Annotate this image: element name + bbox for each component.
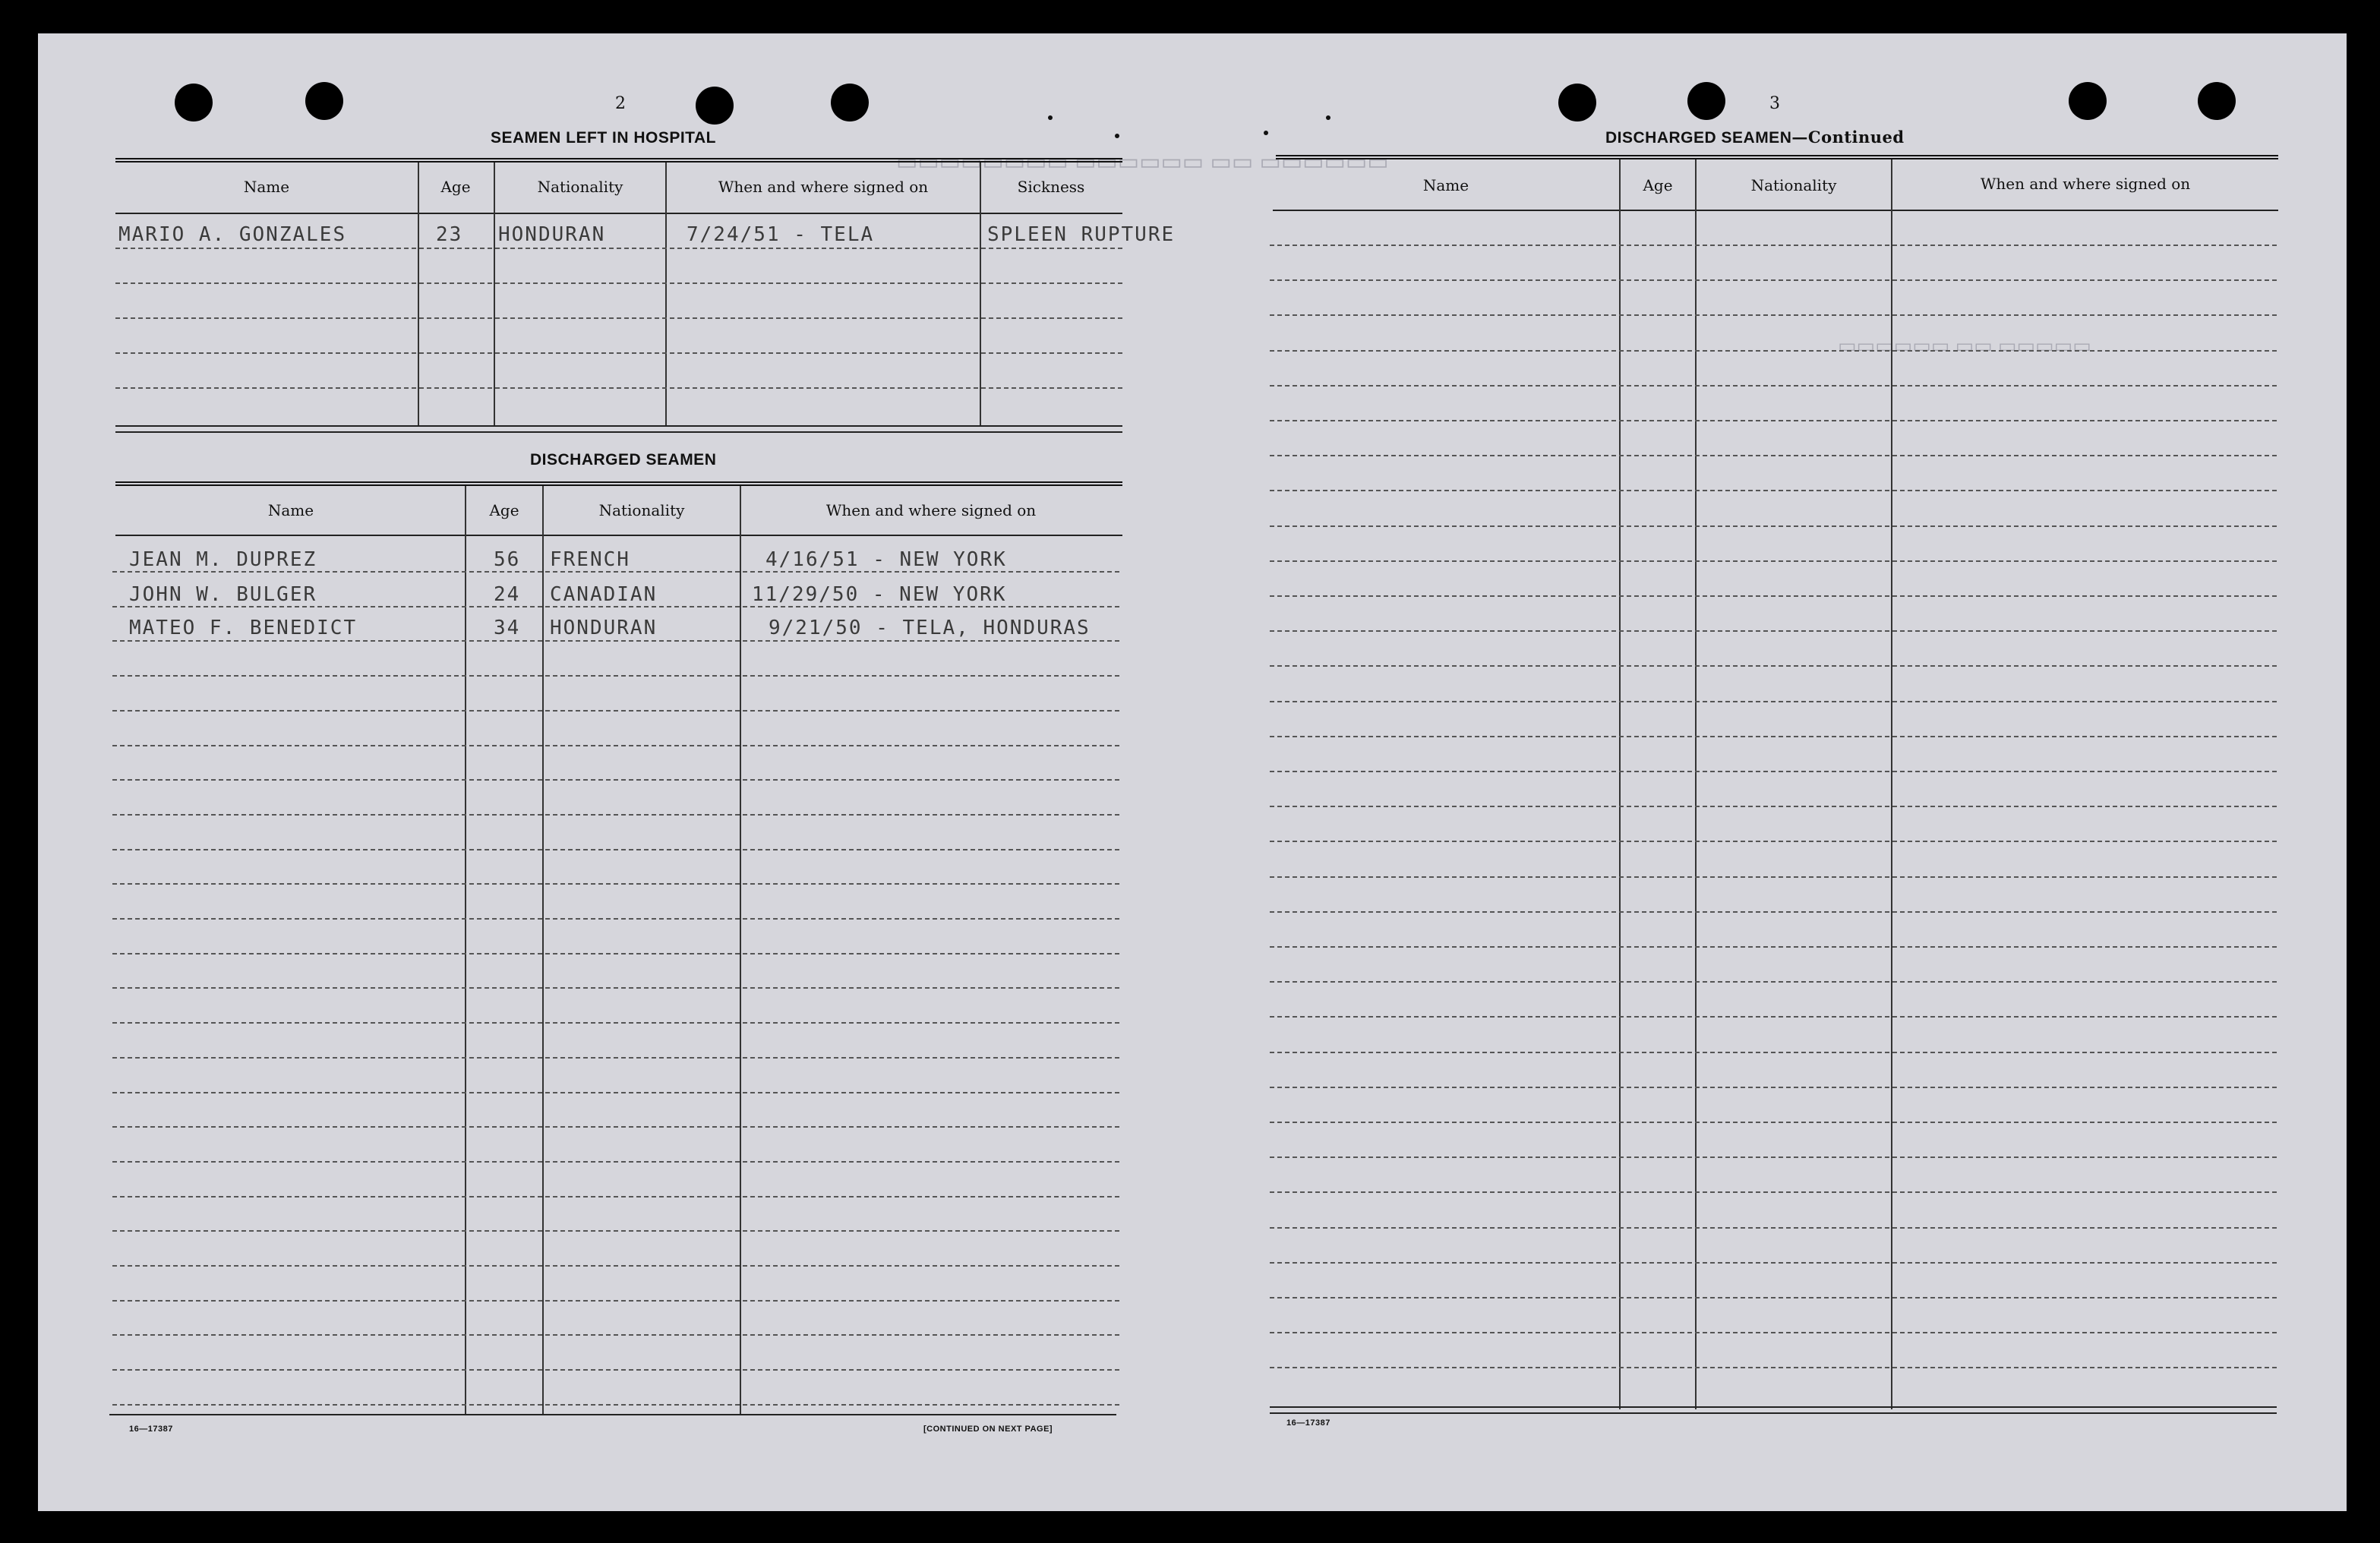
discharged-cell-signed-on: 9/21/50 - TELA, HONDURAS [769, 617, 1091, 639]
discharged-cell-nationality: CANADIAN [550, 583, 658, 606]
discharged-cell-signed-on: 11/29/50 - NEW YORK [752, 583, 1007, 606]
hospital-table-bottom-rule [115, 425, 1122, 427]
discharged-col-divider [740, 486, 741, 1415]
hospital-table-bottom-rule [115, 431, 1122, 433]
right-page-title-main: DISCHARGED SEAMEN [1605, 129, 1792, 147]
row-rule [1270, 1156, 2277, 1158]
discharged-section-title: DISCHARGED SEAMEN [530, 451, 717, 469]
form-number-right: 16—17387 [1286, 1418, 1330, 1428]
hospital-table-top-rule [115, 158, 1122, 163]
hospital-cell-age: 23 [436, 223, 463, 246]
row-rule [1270, 279, 2277, 281]
hospital-row-rule [115, 282, 1122, 284]
row-rule [1270, 701, 2277, 702]
row-rule [112, 883, 1119, 885]
row-rule [112, 814, 1119, 816]
right-page-title [1605, 128, 1905, 147]
row-rule [1270, 314, 2277, 316]
continued-note: [CONTINUED ON NEXT PAGE] [923, 1425, 1053, 1434]
right-header-nationality: Nationality [1750, 176, 1837, 194]
row-rule [1270, 841, 2277, 842]
row-rule [112, 1126, 1119, 1128]
row-rule [112, 606, 1119, 607]
right-col-divider [1695, 159, 1697, 1409]
discharged-col-divider [542, 486, 544, 1415]
row-rule [1270, 1016, 2277, 1018]
hospital-row-rule [115, 317, 1122, 319]
right-table-top-rule [1276, 155, 2278, 159]
form-number-left: 16—17387 [129, 1425, 173, 1434]
row-rule [1270, 665, 2277, 667]
row-rule [112, 1196, 1119, 1197]
row-rule [1270, 1332, 2277, 1333]
right-header-name: Name [1422, 176, 1469, 194]
hospital-header-signed-on: When and where signed on [718, 178, 929, 196]
row-rule [112, 1057, 1119, 1059]
document-sheet [38, 33, 2347, 1511]
discharged-header-rule [115, 535, 1122, 536]
discharged-cell-age: 24 [494, 583, 521, 606]
row-rule [112, 1022, 1119, 1024]
right-header-signed-on: When and where signed on [1980, 175, 2191, 193]
row-rule [1270, 1367, 2277, 1368]
ink-dot [1115, 134, 1119, 138]
discharged-header-nationality: Nationality [598, 501, 685, 519]
row-rule [1270, 595, 2277, 597]
right-header-age: Age [1643, 176, 1673, 194]
row-rule [1270, 630, 2277, 632]
row-rule [112, 710, 1119, 712]
row-rule [112, 675, 1119, 677]
row-rule [112, 640, 1119, 642]
row-rule [1270, 1122, 2277, 1123]
ink-dot [1326, 115, 1330, 120]
discharged-cell-age: 34 [494, 617, 521, 639]
binder-hole [696, 87, 734, 125]
hospital-cell-sickness: SPLEEN RUPTURE [987, 223, 1176, 246]
binder-hole [175, 84, 213, 121]
row-rule [1270, 1297, 2277, 1298]
discharged-cell-name: MATEO F. BENEDICT [129, 617, 358, 639]
discharged-header-age: Age [489, 501, 519, 519]
row-rule [112, 1404, 1119, 1406]
hospital-section-title: SEAMEN LEFT IN HOSPITAL [491, 129, 716, 147]
bleed-through-heading: ▭▭▭▭▭▭ ▭▭ ▭▭▭▭▭▭ ▭▭▭▭▭▭▭▭ [896, 150, 1389, 175]
binder-hole [831, 84, 869, 121]
right-page-title-suffix: —Continued [1791, 128, 1905, 147]
row-rule [112, 1334, 1119, 1336]
row-rule [1270, 455, 2277, 456]
row-rule [1270, 911, 2277, 913]
row-rule [112, 1161, 1119, 1163]
hospital-header-name: Name [243, 178, 290, 196]
row-rule [1270, 525, 2277, 527]
row-rule [112, 918, 1119, 920]
discharged-cell-name: JOHN W. BULGER [129, 583, 317, 606]
discharged-col-divider [465, 486, 466, 1415]
row-rule [112, 1369, 1119, 1371]
binder-hole [305, 82, 343, 120]
row-rule [112, 987, 1119, 989]
right-table-bottom-rule [1270, 1412, 2277, 1414]
hospital-cell-nationality: HONDURAN [498, 223, 606, 246]
discharged-header-name: Name [267, 501, 314, 519]
page-number-right: 3 [1769, 94, 1780, 113]
row-rule [112, 571, 1119, 573]
row-rule [1270, 1087, 2277, 1088]
discharged-table-bottom-rule [109, 1414, 1116, 1415]
row-rule [1270, 1191, 2277, 1193]
hospital-row-rule [115, 352, 1122, 354]
row-rule [112, 1300, 1119, 1302]
ink-dot [1048, 115, 1053, 120]
binder-hole [2069, 82, 2107, 120]
row-rule [1270, 560, 2277, 562]
ink-dot [1264, 131, 1268, 135]
right-table-bottom-rule [1270, 1406, 2277, 1408]
row-rule [1270, 1052, 2277, 1053]
hospital-header-sickness: Sickness [1017, 178, 1085, 196]
row-rule [1270, 806, 2277, 807]
row-rule [112, 953, 1119, 955]
row-rule [1270, 876, 2277, 878]
row-rule [112, 1230, 1119, 1232]
row-rule [1270, 385, 2277, 387]
hospital-header-age: Age [440, 178, 471, 196]
row-rule [1270, 771, 2277, 772]
discharged-cell-nationality: FRENCH [550, 548, 630, 571]
hospital-row-rule [115, 248, 1122, 249]
row-rule [1270, 490, 2277, 491]
discharged-header-signed-on: When and where signed on [825, 501, 1037, 519]
row-rule [1270, 420, 2277, 421]
bleed-through-text: ▭▭▭▭▭ ▭▭ ▭▭▭▭▭▭ [1838, 334, 2091, 357]
hospital-row-rule [115, 387, 1122, 389]
right-col-divider [1619, 159, 1621, 1409]
discharged-cell-name: JEAN M. DUPREZ [129, 548, 317, 571]
hospital-header-nationality: Nationality [537, 178, 623, 196]
hospital-cell-name: MARIO A. GONZALES [118, 223, 347, 246]
row-rule [1270, 981, 2277, 983]
row-rule [112, 1092, 1119, 1093]
row-rule [1270, 946, 2277, 948]
binder-hole [1558, 84, 1596, 121]
row-rule [1270, 1262, 2277, 1264]
row-rule [1270, 350, 2277, 352]
row-rule [112, 849, 1119, 850]
discharged-cell-signed-on: 4/16/51 - NEW YORK [765, 548, 1007, 571]
discharged-table-top-rule [115, 481, 1122, 486]
row-rule [112, 1265, 1119, 1267]
binder-hole [2198, 82, 2236, 120]
row-rule [112, 779, 1119, 781]
row-rule [1270, 736, 2277, 737]
discharged-cell-nationality: HONDURAN [550, 617, 658, 639]
hospital-cell-signed-on: 7/24/51 - TELA [687, 223, 875, 246]
hospital-header-rule [115, 213, 1122, 214]
right-header-rule [1273, 210, 2278, 211]
row-rule [112, 745, 1119, 746]
binder-hole [1687, 82, 1725, 120]
row-rule [1270, 1227, 2277, 1229]
discharged-cell-age: 56 [494, 548, 521, 571]
page-number-left: 2 [615, 94, 626, 113]
row-rule [1270, 245, 2277, 246]
right-col-divider [1891, 159, 1892, 1409]
